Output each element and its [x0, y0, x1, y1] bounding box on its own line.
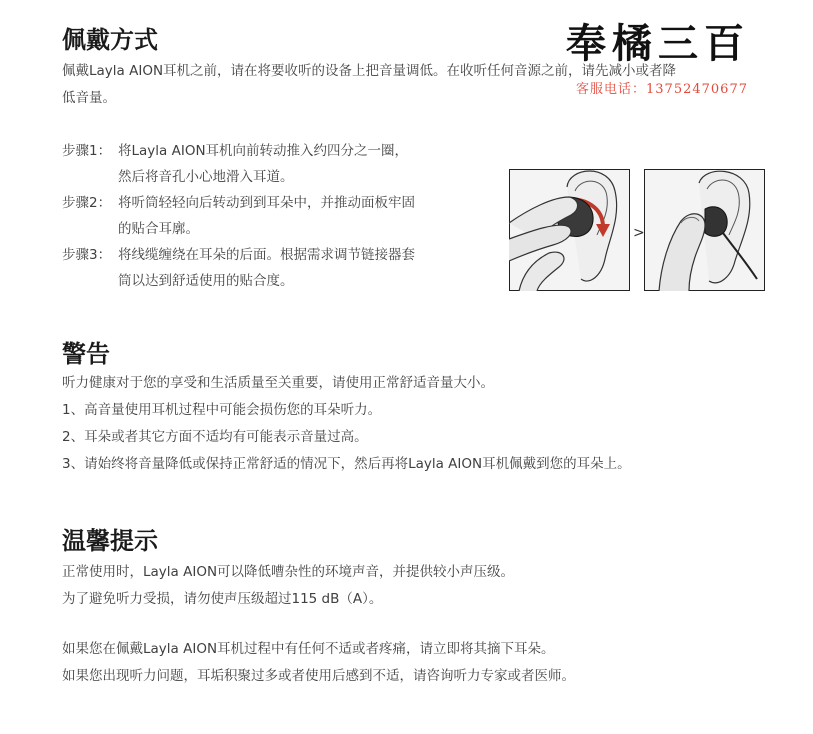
- tips-line: 如果您出现听力问题，耳垢积聚过多或者使用后感到不适，请咨询听力专家或者医师。: [62, 668, 575, 684]
- step-label: 步骤3：: [62, 247, 112, 263]
- panel-left: [509, 170, 630, 292]
- warning-heading: 警告: [62, 340, 110, 368]
- watermark-logo: 奉橘三百: [566, 20, 750, 67]
- tips-line: 为了避免听力受损，请勿使声压级超过115 dB（A）。: [62, 591, 383, 607]
- warning-line: 听力健康对于您的享受和生活质量至关重要，请使用正常舒适音量大小。: [62, 375, 494, 391]
- step-2: [62, 190, 415, 242]
- wearing-illustration: [509, 169, 765, 291]
- wearing-heading: 佩戴方式: [62, 26, 158, 54]
- tips-line: 如果您在佩戴Layla AION耳机过程中有任何不适或者疼痛，请立即将其摘下耳朵。: [62, 641, 555, 657]
- warning-line: 1、高音量使用耳机过程中可能会损伤您的耳朵听力。: [62, 402, 382, 418]
- step-text: 将线缆缠绕在耳朵的后面。根据需求调节链接器套: [118, 247, 415, 263]
- wearing-intro-line1: 佩戴Layla AION耳机之前，请在将要收听的设备上把音量调低。在收听任何音源之前，请先减小或者降: [62, 63, 677, 79]
- warning-line: 3、请始终将音量降低或保持正常舒适的情况下，然后再将Layla AION耳机佩戴到您的耳朵上。: [62, 456, 631, 472]
- wearing-intro-line2: 低音量。: [62, 90, 116, 106]
- step-text-cont: 筒以达到舒适使用的贴合度。: [118, 273, 294, 289]
- step-label: 步骤2：: [62, 195, 112, 211]
- watermark-phone: 客服电话：13752470677: [576, 82, 748, 97]
- tips-line: 正常使用时，Layla AION可以降低嘈杂性的环境声音，并提供较小声压级。: [62, 564, 515, 580]
- step-label: 步骤1：: [62, 143, 112, 159]
- step-text-cont: 的贴合耳廓。: [118, 221, 199, 237]
- panel-right: [645, 170, 765, 292]
- panel-arrow: >: [633, 225, 645, 241]
- step-text: 将听筒轻轻向后转动到到耳朵中，并推动面板牢固: [118, 195, 415, 211]
- tips-heading: 温馨提示: [62, 527, 158, 555]
- step-3: [62, 242, 415, 294]
- warning-line: 2、耳朵或者其它方面不适均有可能表示音量过高。: [62, 429, 368, 445]
- step-1: [62, 138, 408, 190]
- step-text-cont: 然后将音孔小心地滑入耳道。: [118, 169, 294, 185]
- step-text: 将Layla AION耳机向前转动推入约四分之一圈，: [118, 143, 409, 159]
